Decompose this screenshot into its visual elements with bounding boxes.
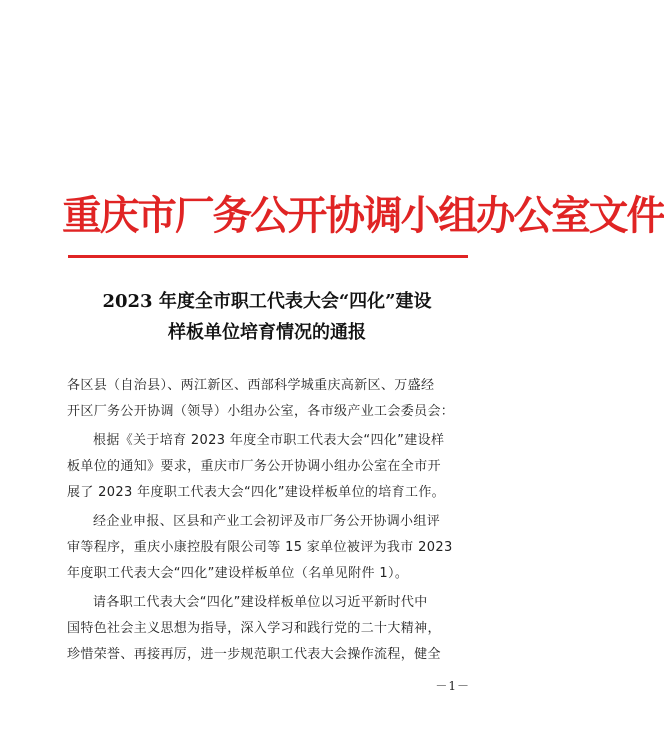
body-line-9: 请各职工代表大会“四化”建设样板单位以习近平新时代中: [93, 595, 428, 610]
body-line-7: 审等程序，重庆小康控股有限公司等 15 家单位被评为我市 2023: [67, 540, 453, 555]
body-line-3: 根据《关于培育 2023 年度全市职工代表大会“四化”建设样: [93, 433, 445, 448]
body-line-5: 展了 2023 年度职工代表大会“四化”建设样板单位的培育工作。: [67, 485, 446, 500]
document-title-line-1: 2023 年度全市职工代表大会“四化”建设: [102, 291, 432, 312]
issuer-header: 重庆市厂务公开协调小组办公室文件: [62, 193, 664, 238]
header-red-rule: [68, 255, 468, 258]
body-line-6: 经企业申报、区县和产业工会初评及市厂务公开协调小组评: [93, 514, 441, 529]
body-line-8: 年度职工代表大会“四化”建设样板单位（名单见附件 1）。: [67, 566, 409, 581]
body-line-1: 各区县（自治县）、两江新区、西部科学城重庆高新区、万盛经: [67, 378, 435, 393]
body-line-10: 国特色社会主义思想为指导，深入学习和践行党的二十大精神，: [67, 621, 441, 636]
document-title-line-2: 样板单位培育情况的通报: [168, 322, 366, 343]
body-line-4: 板单位的通知》要求，重庆市厂务公开协调小组办公室在全市开: [67, 459, 441, 474]
body-line-2: 开区厂务公开协调（领导）小组办公室，各市级产业工会委员会：: [67, 404, 455, 419]
body-line-11: 珍惜荣誉、再接再厉，进一步规范职工代表大会操作流程，健全: [67, 647, 441, 662]
page-number: －1－: [435, 679, 470, 693]
